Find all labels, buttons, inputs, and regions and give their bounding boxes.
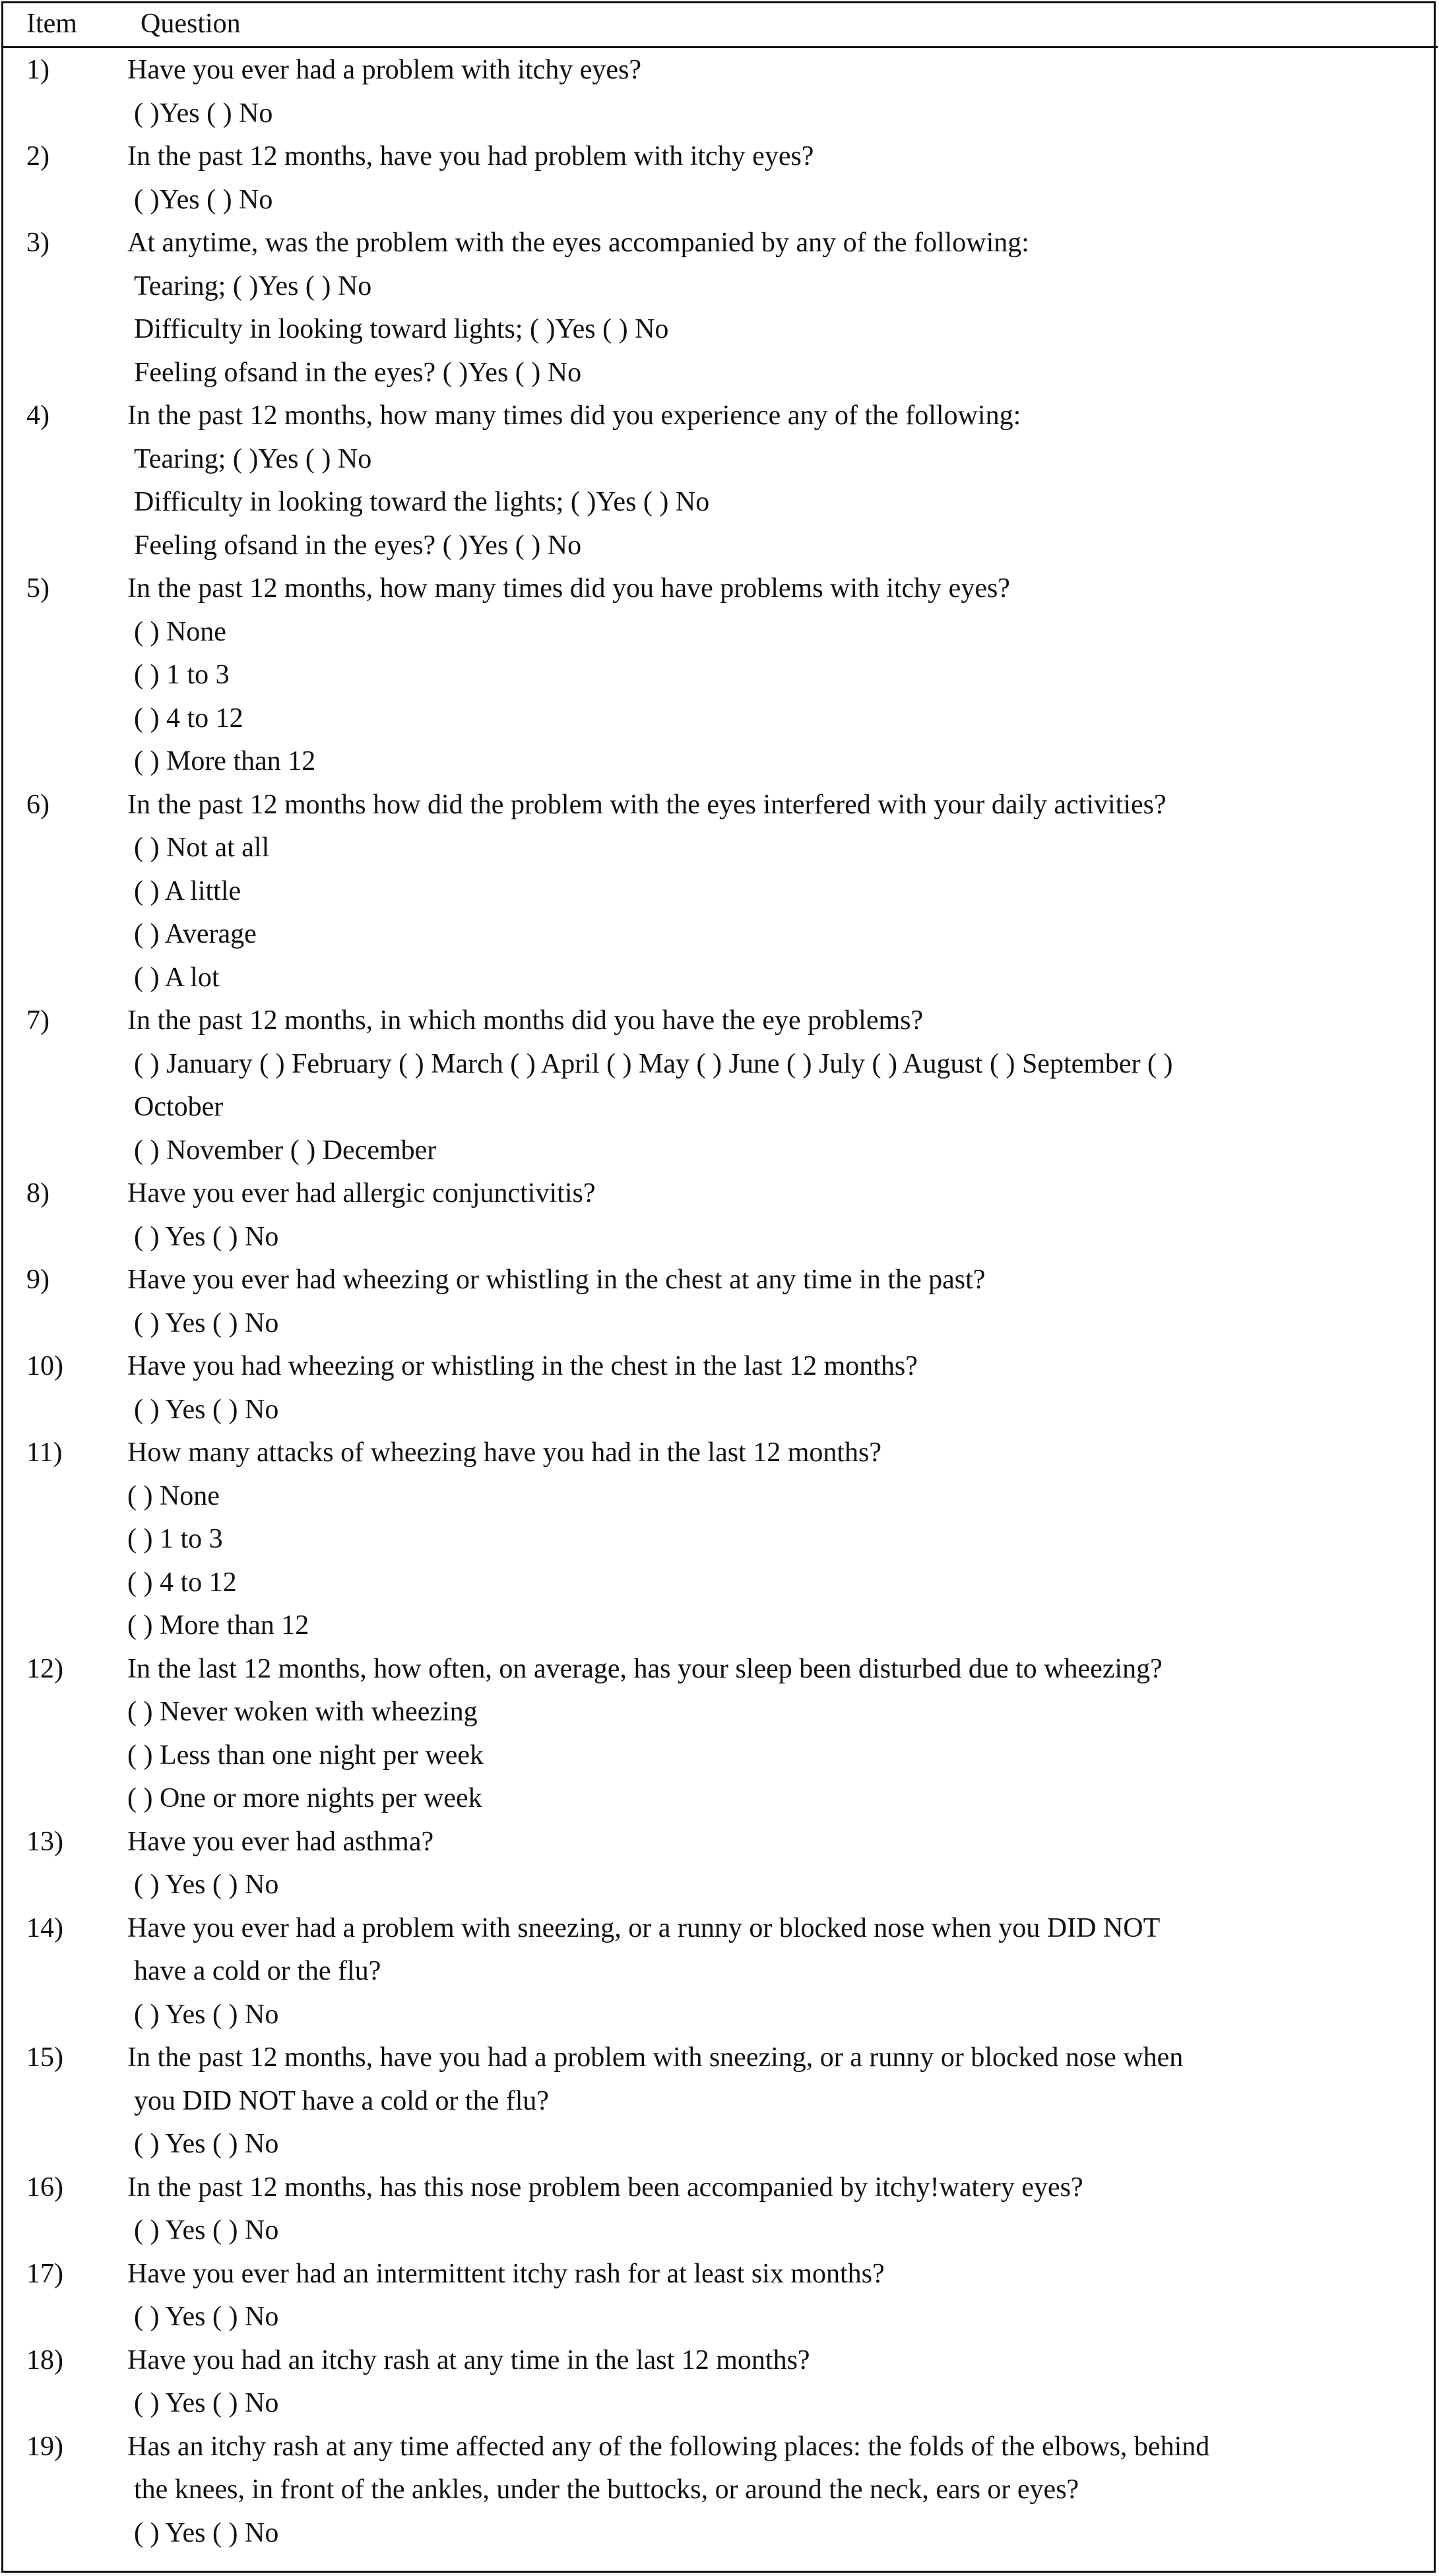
item-number: 18): [26, 2344, 63, 2375]
answer-options: Difficulty in looking toward the lights; ( )Yes ( ) No: [134, 487, 710, 517]
answer-options: ( ) Yes ( ) No: [134, 2215, 279, 2246]
question-text: How many attacks of wheezing have you had in the last 12 months?: [127, 1437, 882, 1468]
answer-options: ( ) A lot: [134, 962, 220, 993]
item-number: 17): [26, 2258, 63, 2289]
item-number: 6): [26, 789, 49, 820]
question-text: Have you ever had an intermittent itchy rash for at least six months?: [127, 2258, 885, 2289]
item-number: 12): [26, 1653, 63, 1684]
table-row: [0, 49, 1439, 135]
answer-options: ( )Yes ( ) No: [134, 184, 273, 215]
table-row: [0, 394, 1439, 567]
question-text: In the past 12 months, have you had a problem with sneezing, or a runny or blocked nose when: [127, 2042, 1184, 2073]
item-number: 1): [26, 55, 49, 85]
answer-options: ( ) One or more nights per week: [127, 1783, 482, 1813]
question-text: Have you ever had wheezing or whistling in the chest at any time in the past?: [127, 1265, 986, 1295]
answer-options: ( ) None: [134, 616, 226, 647]
answer-options: ( ) Yes ( ) No: [134, 1221, 279, 1252]
question-text: In the last 12 months, how often, on average, has your sleep been disturbed due to wheezing?: [127, 1653, 1163, 1684]
answer-options: ( ) Yes ( ) No: [134, 2517, 279, 2548]
answer-options: October: [134, 1092, 224, 1122]
question-text-continued: the knees, in front of the ankles, under the buttocks, or around the neck, ears or eyes?: [134, 2474, 1079, 2505]
table-row: [0, 1345, 1439, 1431]
table-row: [0, 999, 1439, 1172]
question-list: [0, 49, 1439, 2555]
table-row: [0, 1821, 1439, 1907]
answer-options: ( ) November ( ) December: [134, 1135, 437, 1166]
item-number: 5): [26, 573, 49, 604]
question-text-continued: you DID NOT have a cold or the flu?: [134, 2085, 550, 2116]
answer-options: ( ) 1 to 3: [127, 1524, 223, 1554]
table-row: [0, 784, 1439, 1000]
item-number: 7): [26, 1005, 49, 1036]
answer-options: ( ) Yes ( ) No: [134, 1869, 279, 1900]
item-number: 19): [26, 2431, 63, 2462]
answer-options: ( ) Never woken with wheezing: [127, 1697, 478, 1727]
item-number: 11): [26, 1437, 63, 1468]
question-text: Have you had an itchy rash at any time in the last 12 months?: [127, 2344, 810, 2375]
answer-options: Tearing; ( )Yes ( ) No: [134, 270, 372, 301]
question-text: In the past 12 months, have you had problem with itchy eyes?: [127, 141, 814, 172]
table-row: [0, 1259, 1439, 1345]
item-number: 2): [26, 141, 49, 172]
table-row: [0, 1648, 1439, 1821]
question-text: Have you had wheezing or whistling in the chest in the last 12 months?: [127, 1351, 918, 1381]
table-row: [0, 2166, 1439, 2253]
answer-options: ( )Yes ( ) No: [134, 98, 273, 129]
question-text: In the past 12 months, how many times did you have problems with itchy eyes?: [127, 573, 1010, 604]
answer-options: ( ) Yes ( ) No: [134, 1307, 279, 1338]
table-row: [0, 2253, 1439, 2339]
answer-options: ( ) Yes ( ) No: [134, 2129, 279, 2159]
table-row: [0, 135, 1439, 222]
answer-options: ( ) 1 to 3: [134, 660, 230, 690]
question-text: Have you ever had a problem with itchy eyes?: [127, 55, 642, 85]
item-number: 16): [26, 2172, 63, 2203]
item-number: 14): [26, 1912, 63, 1943]
answer-options: ( ) 4 to 12: [127, 1567, 237, 1598]
item-number: 10): [26, 1351, 63, 1381]
answer-options: ( ) Not at all: [134, 832, 270, 863]
question-text: In the past 12 months, has this nose problem been accompanied by itchy!watery eyes?: [127, 2172, 1083, 2203]
answer-options: ( ) 4 to 12: [134, 703, 243, 734]
table-row: [0, 2426, 1439, 2556]
item-number: 8): [26, 1178, 49, 1209]
answer-options: ( ) January ( ) February ( ) March ( ) April ( ) May ( ) June ( ) July ( ) August ( ) September ( ): [134, 1048, 1173, 1079]
table-row: [0, 1172, 1439, 1259]
answer-options: ( ) Yes ( ) No: [134, 2388, 279, 2418]
answer-options: Feeling ofsand in the eyes? ( )Yes ( ) No: [134, 530, 582, 561]
answer-options: ( ) Yes ( ) No: [134, 1394, 279, 1425]
answer-options: ( ) More than 12: [127, 1610, 309, 1641]
item-number: 4): [26, 400, 49, 431]
header-divider: [1, 46, 1438, 48]
answer-options: ( ) Yes ( ) No: [134, 1999, 279, 2030]
column-header-item: Item: [26, 9, 77, 39]
table-row: [0, 2339, 1439, 2426]
answer-options: ( ) Less than one night per week: [127, 1740, 484, 1771]
table-row: [0, 2036, 1439, 2166]
question-text: Have you ever had a problem with sneezing, or a runny or blocked nose when you DID NOT: [127, 1912, 1161, 1943]
answer-options: Difficulty in looking toward lights; ( )Yes ( ) No: [134, 314, 669, 344]
table-row: [0, 1907, 1439, 2037]
question-text: Have you ever had allergic conjunctivitis?: [127, 1178, 596, 1209]
item-number: 3): [26, 228, 49, 258]
table-row: [0, 1431, 1439, 1648]
question-text: Has an itchy rash at any time affected any of the following places: the folds of the elbows, behind: [127, 2431, 1210, 2462]
answer-options: ( ) Yes ( ) No: [134, 2302, 279, 2332]
answer-options: Feeling ofsand in the eyes? ( )Yes ( ) No: [134, 357, 582, 388]
answer-options: ( ) A little: [134, 875, 241, 906]
question-text: At anytime, was the problem with the eyes accompanied by any of the following:: [127, 228, 1029, 258]
answer-options: ( ) More than 12: [134, 746, 316, 776]
item-number: 9): [26, 1265, 49, 1295]
column-header-question: Question: [141, 9, 241, 39]
answer-options: ( ) Average: [134, 919, 257, 949]
item-number: 15): [26, 2042, 63, 2073]
answer-options: Tearing; ( )Yes ( ) No: [134, 443, 372, 474]
question-text: In the past 12 months, how many times did you experience any of the following:: [127, 400, 1021, 431]
question-text: Have you ever had asthma?: [127, 1826, 434, 1857]
answer-options: ( ) None: [127, 1480, 220, 1511]
table-row: [0, 222, 1439, 394]
question-text: In the past 12 months, in which months did you have the eye problems?: [127, 1005, 924, 1036]
table-row: [0, 567, 1439, 784]
question-text: In the past 12 months how did the problem with the eyes interfered with your daily activities?: [127, 789, 1167, 820]
item-number: 13): [26, 1826, 63, 1857]
question-text-continued: have a cold or the flu?: [134, 1956, 381, 1986]
